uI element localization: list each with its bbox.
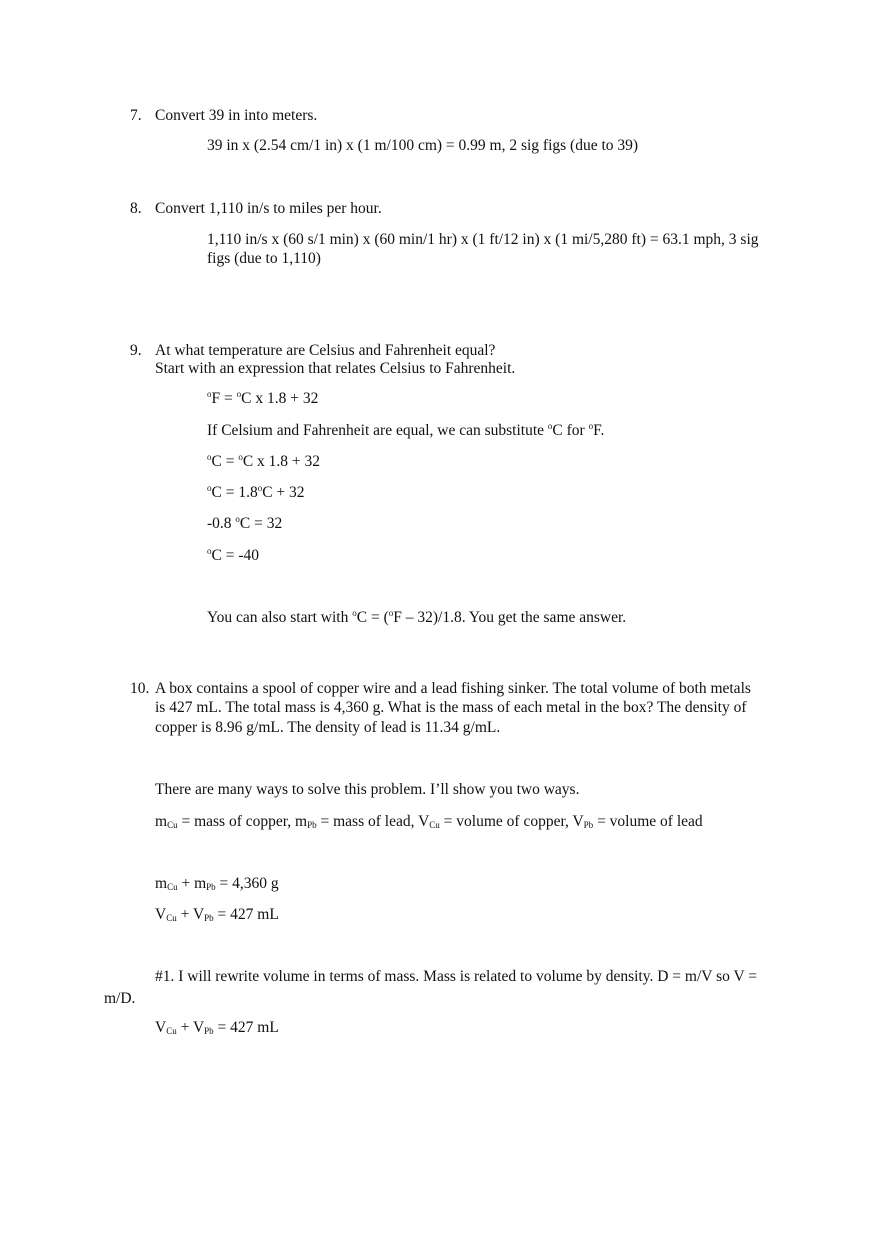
q9-equation-5: $^o$C = -40: [207, 546, 259, 564]
q10-number: 10.: [130, 680, 150, 697]
degree-symbol: o: [236, 389, 242, 399]
q9-alternative: You can also start with $^o$C = ($^o$F – 32)/1.8. You get the same answer.: [207, 608, 627, 626]
q10-volume-equation: $V_{Cu} + V_{Pb} = 427$ mL: [155, 906, 279, 923]
q10-volume-equation-2: $V_{Cu} + V_{Pb} = 427$ mL: [155, 1019, 279, 1036]
degree-symbol: o: [352, 608, 357, 618]
q7-answer: 39 in x (2.54 cm/1 in) x (1 m/100 cm) = 0.99 m, 2 sig figs (due to 39): [207, 137, 639, 154]
degree-symbol: o: [257, 483, 263, 493]
q10-method1-line1: #1. I will rewrite volume in terms of mass. Mass is related to volume by density. D = m/V so V =: [155, 968, 757, 985]
q9-equation-1: $^o$F = $^o$C x 1.8 + 32: [207, 389, 319, 407]
degree-symbol: o: [547, 421, 553, 431]
q9-substitution-note: If Celsium and Fahrenheit are equal, we can substitute $^o$C for $^o$F.: [207, 421, 605, 439]
degree-symbol: o: [207, 483, 212, 493]
q8-answer-line2: figs (due to 1,110): [207, 250, 321, 267]
q10-question-line2: is 427 mL. The total mass is 4,360 g. What is the mass of each metal in the box? The density of: [155, 699, 747, 716]
q10-definitions: $m_{Cu}$ = mass of copper, $m_{Pb}$ = mass of lead, $V_{Cu}$ = volume of copper, $V_{Pb}$ = volume of lead: [155, 813, 703, 830]
q10-method1-line2: m/D.: [104, 990, 136, 1007]
q9-question: At what temperature are Celsius and Fahrenheit equal?: [155, 342, 496, 359]
q9-intro: Start with an expression that relates Celsius to Fahrenheit.: [155, 360, 516, 377]
q10-ways: There are many ways to solve this problem. I’ll show you two ways.: [155, 781, 580, 798]
degree-symbol: o: [207, 546, 212, 556]
degree-symbol: o: [207, 389, 212, 399]
q8-question: Convert 1,110 in/s to miles per hour.: [155, 200, 382, 217]
q10-question-line1: A box contains a spool of copper wire and a lead fishing sinker. The total volume of both metals: [155, 680, 751, 697]
degree-symbol: o: [238, 452, 243, 462]
degree-symbol: o: [235, 514, 240, 524]
q7-question: Convert 39 in into meters.: [155, 107, 318, 124]
q9-equation-4: -0.8 $^o$C = 32: [207, 514, 283, 532]
q9-equation-2: $^o$C = $^o$C x 1.8 + 32: [207, 452, 321, 470]
q10-question-line3: copper is 8.96 g/mL. The density of lead is 11.34 g/mL.: [155, 719, 501, 736]
degree-symbol: o: [588, 421, 594, 431]
q7-number: 7.: [130, 107, 142, 124]
q9-equation-3: $^oC = 1.8^oC + 32$: [207, 483, 305, 501]
q8-number: 8.: [130, 200, 142, 217]
degree-symbol: o: [388, 608, 394, 618]
q8-answer-line1: 1,110 in/s x (60 s/1 min) x (60 min/1 hr) x (1 ft/12 in) x (1 mi/5,280 ft) = 63.1 mph, 3 sig: [207, 231, 759, 248]
q10-mass-equation: $m_{Cu} + m_{Pb} = 4,360$ g: [155, 875, 279, 892]
degree-symbol: o: [207, 452, 212, 462]
q9-number: 9.: [130, 342, 142, 359]
